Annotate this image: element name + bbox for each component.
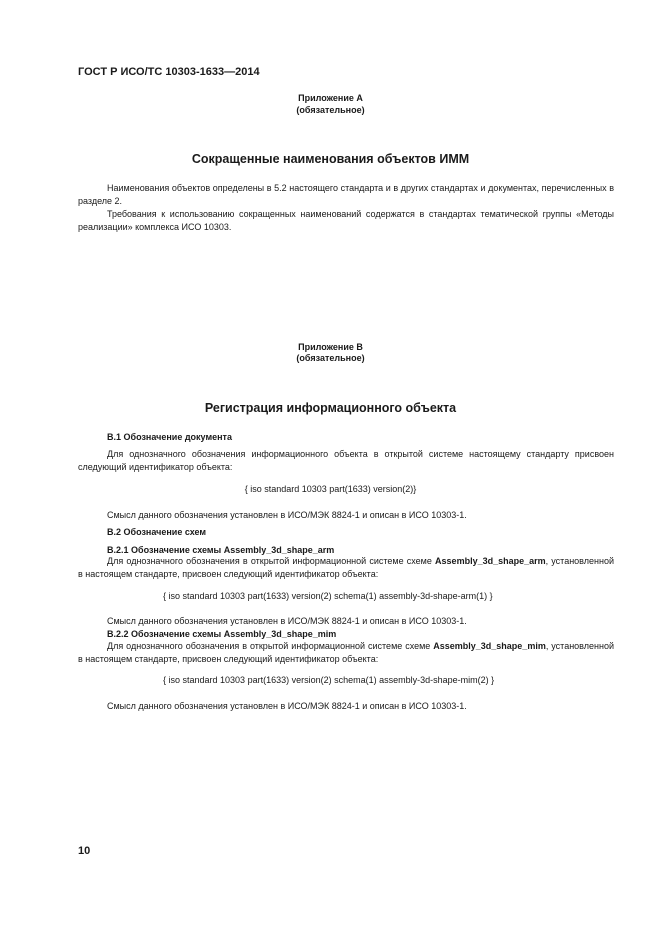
section-b1-heading: В.1 Обозначение документа — [107, 432, 232, 442]
section-b22-schema-name: Assembly_3d_shape_mim — [433, 641, 546, 651]
section-b22-note: Смысл данного обозначения установлен в ИСО/МЭК 8824-1 и описан в ИСО 10303-1. — [107, 701, 467, 711]
appendix-a-status: (обязательное) — [296, 105, 365, 115]
document-code-header: ГОСТ Р ИСО/ТС 10303-1633—2014 — [78, 66, 260, 78]
page-number: 10 — [78, 845, 91, 857]
appendix-a-title: Сокращенные наименования объектов ИММ — [191, 152, 470, 166]
section-b22-text-after: , установленной в настоящем стандарте, присвоен следующий идентификатор объекта: — [78, 641, 614, 664]
appendix-b-title: Регистрация информационного объекта — [204, 401, 457, 415]
section-b21-text-after: , установленной в настоящем стандарте, присвоен следующий идентификатор объекта: — [78, 556, 614, 579]
section-b21-note: Смысл данного обозначения установлен в ИСО/МЭК 8824-1 и описан в ИСО 10303-1. — [107, 616, 467, 626]
section-b21-heading: В.2.1 Обозначение схемы Assembly_3d_shape_arm — [107, 545, 335, 555]
section-b22-text-before: Для однозначного обозначения в открытой информационной системе схеме — [107, 641, 434, 651]
appendix-a-label: Приложение А — [298, 93, 363, 103]
appendix-b-status: (обязательное) — [296, 353, 365, 363]
section-b21-text-before: Для однозначного обозначения в открытой информационной системе схеме — [107, 556, 436, 566]
section-b21-identifier: { iso standard 10303 part(1633) version(2) schema(1) assembly-3d-shape-arm(1) } — [163, 591, 493, 601]
appendix-a-paragraph-1: Наименования объектов определены в 5.2 настоящего стандарта и в других стандартах и документах, перечисленных в разделе 2. — [78, 183, 614, 206]
appendix-b-label: Приложение В — [298, 342, 363, 352]
section-b21-text — [78, 555, 614, 581]
section-b21-schema-name: Assembly_3d_shape_arm — [435, 556, 546, 566]
section-b22-text — [78, 640, 614, 666]
section-b22-identifier: { iso standard 10303 part(1633) version(2) schema(1) assembly-3d-shape-mim(2) } — [163, 675, 495, 685]
section-b2-heading: В.2 Обозначение схем — [107, 527, 207, 537]
section-b1-identifier: { iso standard 10303 part(1633) version(2)} — [244, 484, 417, 494]
appendix-a-paragraph-2: Требования к использованию сокращенных наименований содержатся в стандартах тематической группы «Методы реализации» комплекса ИСО 10303. — [78, 209, 614, 232]
section-b22-heading: В.2.2 Обозначение схемы Assembly_3d_shape_mim — [107, 629, 337, 639]
section-b1-text: Для однозначного обозначения информационного объекта в открытой системе настоящему стандарту присвоен следующий идентификатор объекта: — [78, 449, 614, 472]
section-b1-note: Смысл данного обозначения установлен в ИСО/МЭК 8824-1 и описан в ИСО 10303-1. — [107, 510, 467, 520]
